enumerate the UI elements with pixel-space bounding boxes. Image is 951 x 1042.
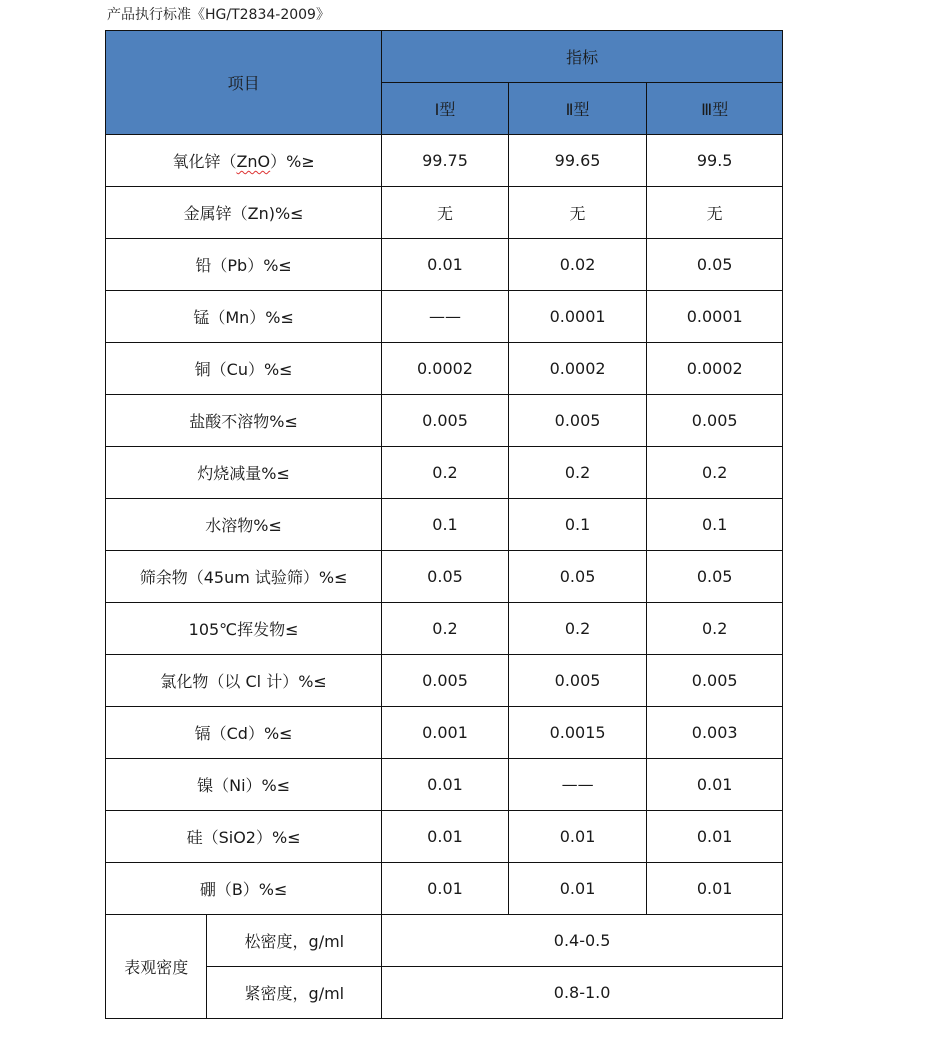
- density-row-tapped: [106, 967, 783, 1019]
- value-type-3: 0.005: [647, 395, 783, 447]
- value-type-1: 0.005: [382, 395, 509, 447]
- value-type-2: 0.005: [508, 655, 647, 707]
- item-cell: 筛余物（45um 试验筛）%≤: [106, 551, 382, 603]
- value-type-2: 0.01: [508, 811, 647, 863]
- table-row: [106, 863, 783, 915]
- value-type-2: 0.0001: [508, 291, 647, 343]
- item-suffix: ）%≥: [270, 152, 315, 171]
- value-type-2: 0.1: [508, 499, 647, 551]
- value-type-3: 0.003: [647, 707, 783, 759]
- density-value: 0.8-1.0: [382, 967, 783, 1019]
- table-row: [106, 135, 783, 187]
- value-type-2: 0.2: [508, 603, 647, 655]
- value-type-1: 0.01: [382, 863, 509, 915]
- item-cell: 镍（Ni）%≤: [106, 759, 382, 811]
- value-type-3: 0.005: [647, 655, 783, 707]
- value-type-2: 0.0015: [508, 707, 647, 759]
- value-type-1: 0.01: [382, 811, 509, 863]
- value-type-3: 0.05: [647, 239, 783, 291]
- value-type-3: 无: [647, 187, 783, 239]
- value-type-1: 0.01: [382, 239, 509, 291]
- item-cell: 氯化物（以 Cl 计）%≤: [106, 655, 382, 707]
- value-type-3: 0.2: [647, 447, 783, 499]
- table-row: [106, 291, 783, 343]
- item-cell: [106, 135, 382, 187]
- header-type-3: Ⅲ型: [647, 83, 783, 135]
- value-type-1: 0.001: [382, 707, 509, 759]
- header-type-2: Ⅱ型: [508, 83, 647, 135]
- table-row: [106, 551, 783, 603]
- value-type-1: 0.0002: [382, 343, 509, 395]
- value-type-2: 0.2: [508, 447, 647, 499]
- item-cell: 铅（Pb）%≤: [106, 239, 382, 291]
- value-type-2: 99.65: [508, 135, 647, 187]
- value-type-2: 0.02: [508, 239, 647, 291]
- item-cell: 镉（Cd）%≤: [106, 707, 382, 759]
- value-type-2: 无: [508, 187, 647, 239]
- value-type-1: 0.01: [382, 759, 509, 811]
- value-type-3: 0.2: [647, 603, 783, 655]
- table-row: [106, 759, 783, 811]
- value-type-3: 0.01: [647, 863, 783, 915]
- value-type-3: 0.01: [647, 759, 783, 811]
- table-row: [106, 499, 783, 551]
- item-cell: 锰（Mn）%≤: [106, 291, 382, 343]
- table-row: [106, 603, 783, 655]
- value-type-1: 0.2: [382, 603, 509, 655]
- item-cell: 105℃挥发物≤: [106, 603, 382, 655]
- value-type-3: 0.0002: [647, 343, 783, 395]
- item-cell: 盐酸不溶物%≤: [106, 395, 382, 447]
- header-item: 项目: [106, 31, 382, 135]
- value-type-1: 0.1: [382, 499, 509, 551]
- density-label: 松密度，g/ml: [207, 915, 382, 967]
- value-type-1: 0.2: [382, 447, 509, 499]
- value-type-2: 0.005: [508, 395, 647, 447]
- document-title: 产品执行标准《HG/T2834-2009》: [107, 7, 330, 23]
- value-type-2: 0.01: [508, 863, 647, 915]
- table-row: [106, 187, 783, 239]
- table-row: [106, 655, 783, 707]
- item-cell: 硼（B）%≤: [106, 863, 382, 915]
- table-row: [106, 447, 783, 499]
- item-cell: 铜（Cu）%≤: [106, 343, 382, 395]
- value-type-2: 0.05: [508, 551, 647, 603]
- item-formula: ZnO: [236, 152, 271, 171]
- value-type-3: 0.0001: [647, 291, 783, 343]
- value-type-1: 99.75: [382, 135, 509, 187]
- item-cell: 硅（SiO2）%≤: [106, 811, 382, 863]
- value-type-3: 0.05: [647, 551, 783, 603]
- value-type-1: ——: [382, 291, 509, 343]
- value-type-3: 0.1: [647, 499, 783, 551]
- value-type-3: 0.01: [647, 811, 783, 863]
- value-type-1: 0.005: [382, 655, 509, 707]
- density-row-loose: [106, 915, 783, 967]
- table-row: [106, 395, 783, 447]
- item-cell: 金属锌（Zn)%≤: [106, 187, 382, 239]
- density-label: 紧密度，g/ml: [207, 967, 382, 1019]
- header-type-1: Ⅰ型: [382, 83, 509, 135]
- value-type-1: 0.05: [382, 551, 509, 603]
- value-type-2: 0.0002: [508, 343, 647, 395]
- item-cell: 灼烧减量%≤: [106, 447, 382, 499]
- value-type-1: 无: [382, 187, 509, 239]
- header-indicator: 指标: [382, 31, 783, 83]
- table-row: [106, 239, 783, 291]
- item-cell: 水溶物%≤: [106, 499, 382, 551]
- value-type-3: 99.5: [647, 135, 783, 187]
- density-group-label: 表观密度: [106, 915, 207, 1019]
- item-prefix: 氧化锌（: [172, 152, 237, 171]
- density-value: 0.4-0.5: [382, 915, 783, 967]
- spec-table: [105, 30, 783, 1019]
- table-row: [106, 343, 783, 395]
- table-row: [106, 707, 783, 759]
- table-row: [106, 811, 783, 863]
- value-type-2: ——: [508, 759, 647, 811]
